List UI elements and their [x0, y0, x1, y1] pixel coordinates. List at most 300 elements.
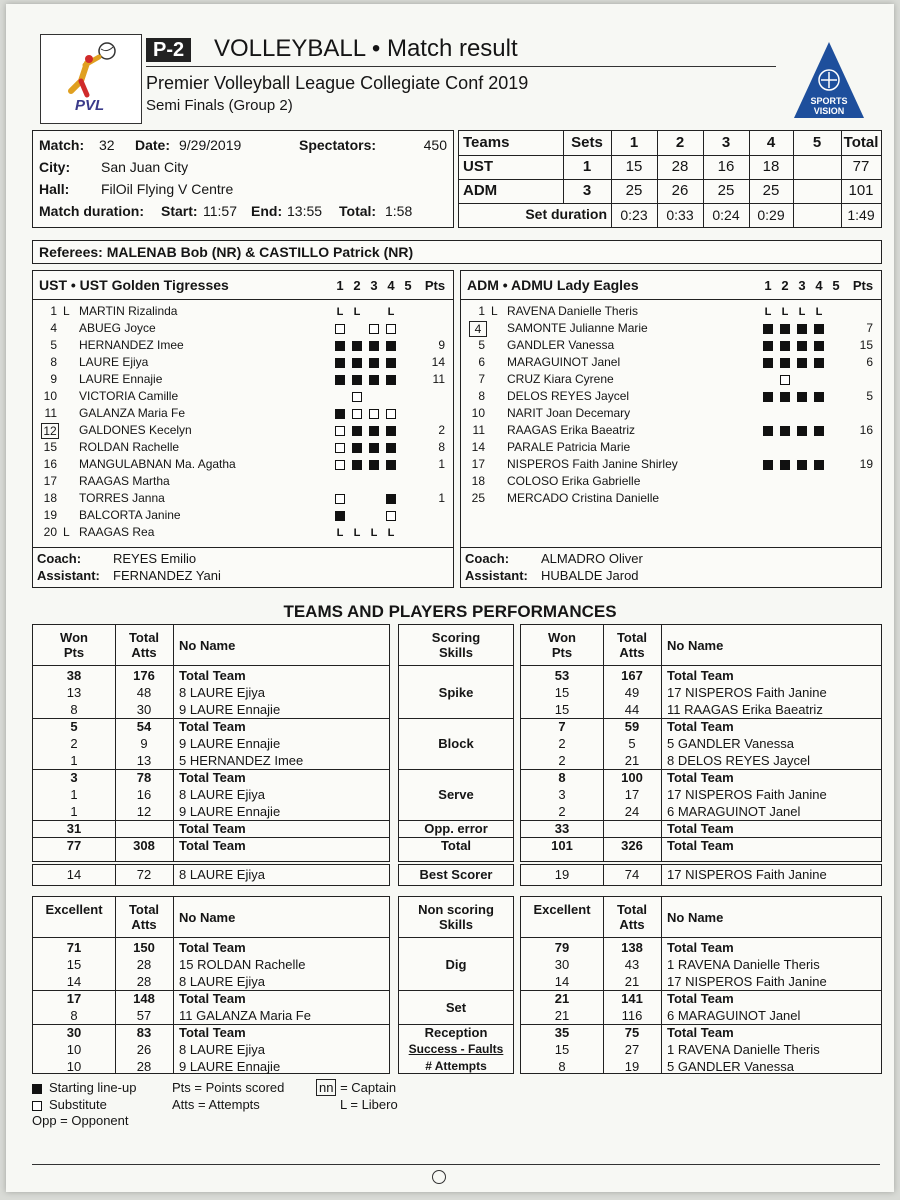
roster-player-row: [33, 473, 453, 490]
points-column-header: Pts: [424, 278, 446, 293]
roster-player-row: [461, 388, 881, 405]
score-row-line: [459, 203, 881, 204]
player-number: 1: [478, 304, 485, 318]
roster-player-row: [33, 490, 453, 507]
set-participation-marks: [335, 303, 420, 321]
player-name: NARIT Joan Decemary: [507, 406, 631, 420]
legend-atts: Atts = Attempts: [172, 1097, 260, 1112]
starting-square-icon: [763, 341, 773, 351]
best-col-line: [173, 865, 174, 885]
roster-header-line: [33, 299, 453, 300]
best-points: 19: [554, 867, 570, 882]
perf-value-a: 10: [66, 1042, 82, 1057]
perf-value-a: 2: [558, 753, 566, 768]
team-sets-won: 3: [582, 182, 592, 199]
best-attempts: 72: [136, 867, 152, 882]
perf-player: Total Team: [667, 1025, 734, 1040]
empty-set-slot: [403, 460, 413, 470]
starting-square-icon: [814, 324, 824, 334]
perf-player: Total Team: [667, 991, 734, 1006]
roster-player-row: [461, 320, 881, 337]
empty-set-slot: [814, 443, 824, 453]
perf-player: Total Team: [179, 991, 246, 1006]
perf-player: Total Team: [667, 821, 734, 836]
perf-player: Total Team: [667, 719, 734, 734]
player-number: 18: [43, 491, 57, 505]
player-number: 18: [471, 474, 485, 488]
set-duration: 0:24: [712, 207, 740, 223]
perf-value-b: 326: [621, 838, 643, 853]
perf-value-b: 12: [136, 804, 152, 819]
starting-square-icon: [763, 460, 773, 470]
best-col-line: [661, 865, 662, 885]
perf-value-a: 8: [70, 1008, 78, 1023]
empty-set-slot: [403, 443, 413, 453]
starting-square-icon: [814, 426, 824, 436]
libero-set-mark: L: [353, 527, 361, 539]
set-column-header: 2: [781, 278, 789, 293]
set-participation-marks: [335, 422, 420, 439]
perf-value-b: 21: [624, 974, 640, 989]
perf-value-a: 53: [554, 668, 570, 683]
perf-header-a: Won Pts: [548, 630, 576, 660]
roster-header-line: [461, 299, 881, 300]
player-number: 12: [41, 423, 59, 439]
perf-value-b: 54: [136, 719, 152, 734]
roster-player-row: [461, 405, 881, 422]
footer-logo-icon: [432, 1170, 446, 1184]
perf-value-b: 28: [136, 974, 152, 989]
player-points: 19: [859, 457, 873, 471]
perf-value-a: 15: [554, 685, 570, 700]
set-duration: 0:33: [666, 207, 694, 223]
set-participation-marks: [335, 473, 420, 490]
empty-set-slot: [797, 477, 807, 487]
perf-value-a: 33: [554, 821, 570, 836]
set-number-header: 1: [629, 134, 639, 151]
starting-square-icon: [352, 443, 362, 453]
perf-header-a: Excellent: [45, 902, 103, 917]
hall-value: FilOil Flying V Centre: [101, 181, 234, 197]
perf-player: 5 GANDLER Vanessa: [667, 736, 794, 751]
best-player: 17 NISPEROS Faith Janine: [667, 867, 827, 882]
perf-value-a: 2: [70, 736, 78, 751]
player-points: 2: [438, 423, 445, 437]
perf-value-b: 148: [133, 991, 155, 1006]
match-label: Match:: [39, 137, 85, 153]
roster-player-row: [461, 303, 881, 320]
empty-set-slot: [369, 494, 379, 504]
player-name: TORRES Janna: [79, 491, 165, 505]
set-participation-marks: [335, 388, 420, 405]
perf-col-line: [661, 625, 662, 861]
score-row-line: [459, 155, 881, 156]
perf-col-line: [661, 897, 662, 1073]
libero-set-mark: L: [387, 527, 395, 539]
score-table: [458, 130, 882, 228]
scoring-table-adm: [520, 624, 882, 862]
player-name: BALCORTA Janine: [79, 508, 181, 522]
coach-separator: [461, 547, 881, 548]
perf-player: 15 ROLDAN Rachelle: [179, 957, 306, 972]
empty-set-slot: [403, 358, 413, 368]
set-participation-marks: [335, 337, 420, 354]
perf-value-a: 5: [70, 719, 78, 734]
set-participation-marks: [763, 422, 848, 439]
empty-set-slot: [386, 392, 396, 402]
roster-player-row: [461, 354, 881, 371]
perf-player: 11 GALANZA Maria Fe: [179, 1008, 311, 1023]
perf-value-a: 1: [70, 753, 78, 768]
starting-square-icon: [763, 426, 773, 436]
skills-group-line: [399, 769, 513, 770]
roster-player-row: [33, 354, 453, 371]
title-rule: [146, 66, 776, 67]
best-scorer-ust: [32, 864, 390, 886]
player-number: 11: [44, 406, 57, 420]
score-sheet: [6, 4, 894, 1192]
player-name: RAAGAS Erika Baeatriz: [507, 423, 636, 437]
set-participation-marks: [335, 439, 420, 456]
player-number: 10: [43, 389, 57, 403]
nonscoring-skills-column: [398, 896, 514, 1074]
perf-value-b: 150: [133, 940, 155, 955]
player-number: 8: [50, 355, 57, 369]
perf-value-a: 10: [66, 1059, 82, 1074]
skill-name: Total: [440, 838, 472, 853]
player-name: MANGULABNAN Ma. Agatha: [79, 457, 236, 471]
perf-value-b: [115, 820, 173, 837]
starting-square-icon: [814, 460, 824, 470]
perf-player: 1 RAVENA Danielle Theris: [667, 1042, 820, 1057]
pvl-logo-text: PVL: [75, 97, 105, 114]
nonscoring-table-adm: [520, 896, 882, 1074]
set-column-header: 5: [832, 278, 840, 293]
substitute-square-icon: [335, 494, 345, 504]
coach-label: Coach:: [37, 551, 82, 566]
empty-set-slot: [352, 324, 362, 334]
city-value: San Juan City: [101, 159, 189, 175]
coach-label: Coach:: [465, 551, 510, 566]
starting-square-icon: [386, 341, 396, 351]
perf-value-a: 21: [554, 1008, 570, 1023]
best-scorer-adm: [520, 864, 882, 886]
set-participation-marks: [763, 388, 848, 405]
perf-value-a: 21: [554, 991, 570, 1006]
perf-value-b: 24: [624, 804, 640, 819]
empty-set-slot: [386, 477, 396, 487]
starting-square-icon: [780, 358, 790, 368]
empty-set-slot: [780, 443, 790, 453]
total-set-duration: 1:49: [847, 207, 875, 223]
legend-captain: nn = Captain: [316, 1080, 396, 1095]
starting-square-icon: [386, 460, 396, 470]
starting-square-icon: [352, 358, 362, 368]
starting-square-icon: [386, 358, 396, 368]
player-number: 10: [471, 406, 485, 420]
player-name: ROLDAN Rachelle: [79, 440, 180, 454]
scoring-skills-column: [398, 624, 514, 862]
perf-player: Total Team: [667, 668, 734, 683]
roster-player-row: [33, 337, 453, 354]
pvl-logo: [40, 34, 142, 124]
empty-set-slot: [780, 409, 790, 419]
perf-value-a: 38: [66, 668, 82, 683]
starting-square-icon: [369, 426, 379, 436]
perf-header-c: No Name: [667, 910, 724, 925]
nonscoring-table-ust: [32, 896, 390, 1074]
perf-value-b: 28: [136, 957, 152, 972]
coach-name: ALMADRO Oliver: [541, 551, 643, 566]
perf-value-b: 57: [136, 1008, 152, 1023]
set-duration-label: Set duration: [525, 206, 607, 222]
perf-player: 8 LAURE Ejiya: [179, 1042, 265, 1057]
starting-square-icon: [814, 358, 824, 368]
skills-group-line: [399, 718, 513, 719]
perf-header-c: No Name: [179, 910, 236, 925]
empty-set-slot: [797, 375, 807, 385]
substitute-square-icon: [386, 324, 396, 334]
perf-value-b: 167: [621, 668, 643, 683]
end-label: End:: [251, 203, 283, 219]
set-number-header: 2: [675, 134, 685, 151]
sports-vision-logo: [784, 38, 874, 126]
libero-set-mark: L: [353, 306, 361, 318]
perf-value-b: 176: [133, 668, 155, 683]
roster-player-row: [461, 337, 881, 354]
skill-name: Reception: [424, 1025, 488, 1040]
empty-set-slot: [831, 392, 841, 402]
team-sets-won: 1: [582, 158, 592, 175]
coach-separator: [33, 547, 453, 548]
set-participation-marks: [763, 439, 848, 456]
set-participation-marks: [763, 303, 848, 321]
empty-set-slot: [831, 426, 841, 436]
set-score: 25: [625, 182, 643, 199]
perf-player: Total Team: [179, 940, 246, 955]
empty-set-slot: [403, 341, 413, 351]
end-time: 13:55: [287, 203, 323, 219]
perf-value-a: 14: [66, 974, 82, 989]
team-total-points: 101: [848, 182, 874, 199]
team-code: UST: [463, 158, 493, 175]
set-column-header: 4: [387, 278, 395, 293]
empty-set-slot: [831, 443, 841, 453]
roster-ust: [32, 270, 454, 588]
substitute-square-icon: [32, 1101, 42, 1111]
score-row-line: [459, 179, 881, 180]
perf-value-a: 3: [70, 770, 78, 785]
player-name: GALANZA Maria Fe: [79, 406, 186, 420]
best-scorer-label-box: [398, 864, 514, 886]
starting-square-icon: [763, 324, 773, 334]
perf-value-a: 3: [558, 787, 566, 802]
player-number: 17: [471, 457, 485, 471]
perf-player: 8 DELOS REYES Jaycel: [667, 753, 811, 768]
skill-name: Serve: [438, 787, 474, 802]
substitute-square-icon: [335, 426, 345, 436]
empty-set-slot: [814, 494, 824, 504]
roster-player-row: [461, 490, 881, 507]
libero-marker: L: [491, 304, 498, 318]
city-label: City:: [39, 159, 71, 175]
perf-value-b: 30: [136, 702, 152, 717]
perf-value-a: 2: [558, 736, 566, 751]
roster-player-row: [33, 524, 453, 541]
set-number-header: 4: [766, 134, 776, 151]
empty-set-slot: [403, 528, 413, 538]
starting-square-icon: [814, 341, 824, 351]
date-label: Date:: [135, 137, 171, 153]
perf-value-a: 1: [70, 804, 78, 819]
captain-mark: nn: [316, 1079, 336, 1096]
skill-name: Spike: [438, 685, 474, 700]
substitute-square-icon: [335, 324, 345, 334]
perf-value-a: 15: [554, 702, 570, 717]
total-duration: 1:58: [385, 203, 413, 219]
set-score: 18: [762, 158, 780, 175]
empty-set-slot: [763, 443, 773, 453]
perf-player: 8 LAURE Ejiya: [179, 685, 265, 700]
perf-value-b: 27: [624, 1042, 640, 1057]
perf-header-line: [33, 665, 389, 666]
empty-set-slot: [403, 307, 413, 317]
libero-marker: L: [63, 525, 70, 539]
libero-set-mark: L: [387, 306, 395, 318]
starting-square-icon: [780, 324, 790, 334]
skills-header-line: [399, 937, 513, 938]
starting-square-icon: [335, 358, 345, 368]
player-number: 11: [472, 423, 485, 437]
referees-box: [32, 240, 882, 264]
player-number: 1: [50, 304, 57, 318]
best-points: 14: [66, 867, 82, 882]
roster-player-row: [461, 371, 881, 388]
best-player: 8 LAURE Ejiya: [179, 867, 265, 882]
perf-header-line: [33, 937, 389, 938]
perf-value-a: 2: [558, 804, 566, 819]
starting-square-icon: [32, 1084, 42, 1094]
skill-name: Dig: [445, 957, 467, 972]
set-participation-marks: [763, 405, 848, 422]
empty-set-slot: [831, 307, 841, 317]
team-code: ADM: [463, 182, 498, 199]
perf-value-b: 138: [621, 940, 643, 955]
set-column-header: 3: [370, 278, 378, 293]
player-number: 19: [43, 508, 57, 522]
set-column-header: 1: [336, 278, 344, 293]
player-number: 25: [471, 491, 485, 505]
empty-set-slot: [335, 392, 345, 402]
roster-player-row: [461, 473, 881, 490]
perf-value-a: 30: [66, 1025, 82, 1040]
hall-label: Hall:: [39, 181, 70, 197]
perf-header-a: Excellent: [533, 902, 591, 917]
perf-player: 11 RAAGAS Erika Baeatriz: [667, 702, 823, 717]
page-badge: P-2: [146, 38, 191, 62]
assistant-name: FERNANDEZ Yani: [113, 568, 221, 583]
player-number: 5: [478, 338, 485, 352]
perf-value-b: 43: [624, 957, 640, 972]
perf-value-a: 101: [551, 838, 573, 853]
player-number: 4: [469, 321, 487, 337]
libero-set-mark: L: [781, 306, 789, 318]
starting-square-icon: [352, 341, 362, 351]
empty-set-slot: [831, 341, 841, 351]
perf-col-line: [173, 897, 174, 1073]
perf-value-a: 8: [558, 1059, 566, 1074]
starting-square-icon: [797, 358, 807, 368]
empty-set-slot: [369, 477, 379, 487]
roster-player-row: [33, 320, 453, 337]
set-duration: 0:29: [757, 207, 785, 223]
perf-value-b: 116: [621, 1008, 643, 1023]
player-name: LAURE Ennajie: [79, 372, 163, 386]
perf-value-a: 71: [66, 940, 82, 955]
start-time: 11:57: [203, 203, 237, 219]
empty-set-slot: [814, 477, 824, 487]
skill-name: Opp. error: [424, 821, 488, 836]
assistant-name: HUBALDE Jarod: [541, 568, 639, 583]
player-points: 1: [438, 457, 445, 471]
perf-value-a: 30: [554, 957, 570, 972]
set-participation-marks: [763, 490, 848, 507]
scoring-table-ust: [32, 624, 390, 862]
starting-square-icon: [352, 375, 362, 385]
perf-value-a: 13: [66, 685, 82, 700]
empty-set-slot: [797, 494, 807, 504]
set-participation-marks: [335, 490, 420, 507]
empty-set-slot: [831, 494, 841, 504]
points-column-header: Pts: [852, 278, 874, 293]
spectators-label: Spectators:: [299, 137, 377, 153]
perf-value-b: 9: [140, 736, 148, 751]
perf-player: Total Team: [667, 838, 734, 853]
roster-team-title: UST • UST Golden Tigresses: [39, 277, 229, 293]
player-number: 17: [43, 474, 57, 488]
empty-set-slot: [831, 324, 841, 334]
perf-value-b: 48: [136, 685, 152, 700]
player-number: 16: [43, 457, 57, 471]
perf-header-c: No Name: [179, 638, 236, 653]
empty-set-slot: [763, 494, 773, 504]
coach-name: REYES Emilio: [113, 551, 197, 566]
perf-value-b: 17: [624, 787, 640, 802]
perf-player: 8 LAURE Ejiya: [179, 787, 265, 802]
perf-player: Total Team: [667, 940, 734, 955]
set-score: 16: [717, 158, 735, 175]
set-participation-marks: [763, 320, 848, 337]
roster-player-row: [461, 456, 881, 473]
set-number-header: 3: [721, 134, 731, 151]
player-points: 8: [438, 440, 445, 454]
player-name: SAMONTE Julianne Marie: [507, 321, 648, 335]
empty-set-slot: [369, 511, 379, 521]
player-name: PARALE Patricia Marie: [507, 440, 631, 454]
perf-header-b: Total Atts: [128, 630, 160, 660]
assistant-label: Assistant:: [37, 568, 100, 583]
starting-square-icon: [386, 375, 396, 385]
perf-value-a: 31: [66, 821, 82, 836]
player-name: NISPEROS Faith Janine Shirley: [507, 457, 678, 471]
perf-value-b: 28: [136, 1059, 152, 1074]
competition-name: Premier Volleyball League Collegiate Conf 2019: [146, 73, 529, 93]
player-number: 20: [43, 525, 57, 539]
set-score: 26: [671, 182, 689, 199]
set-duration: 0:23: [620, 207, 648, 223]
page-title: VOLLEYBALL • Match result: [214, 35, 518, 62]
set-number-header: 5: [812, 134, 822, 151]
